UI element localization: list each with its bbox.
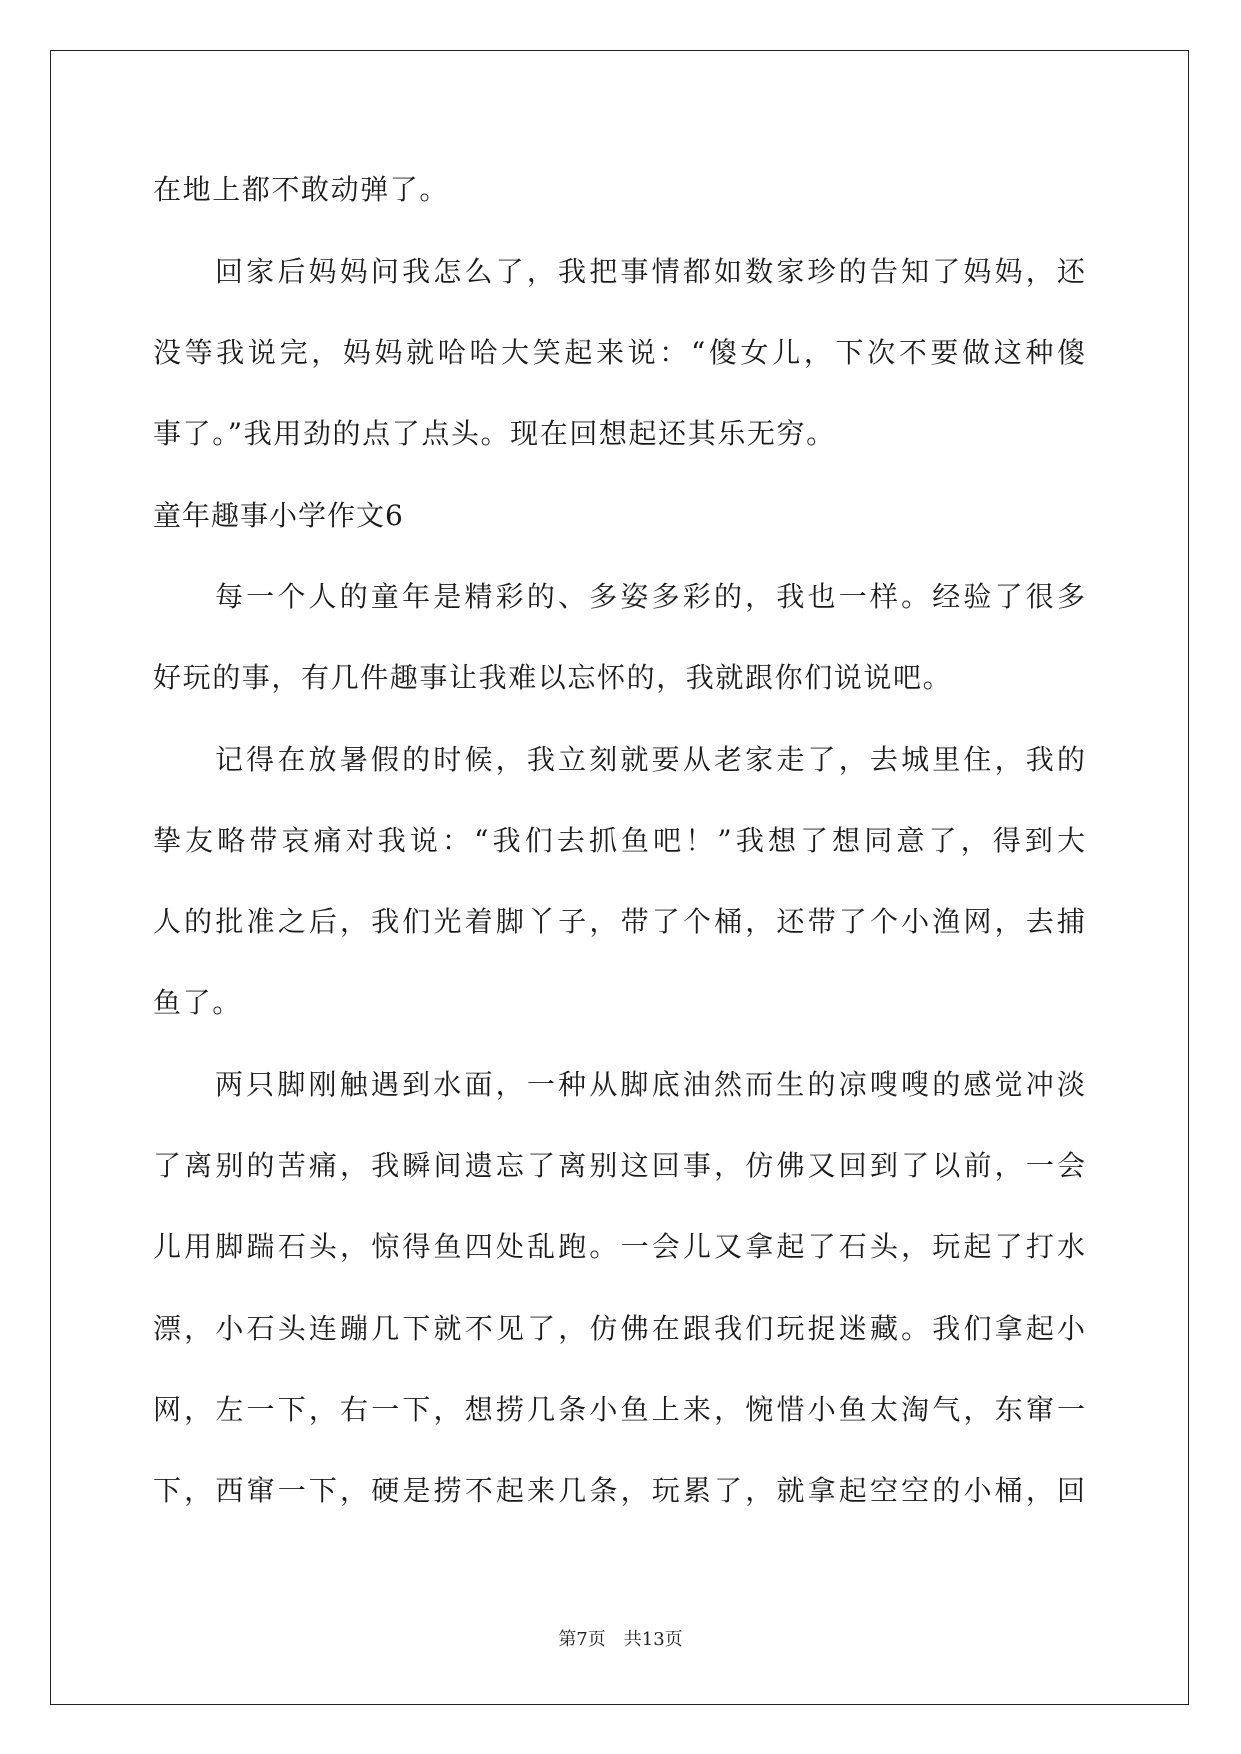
text-line: 儿用脚踹石头，惊得鱼四处乱跑。一会儿又拿起了石头，玩起了打水	[153, 1230, 1085, 1263]
section-heading: 童年趣事小学作文6	[153, 499, 404, 532]
text-line: 鱼了。	[153, 986, 242, 1019]
text-line: 没等我说完，妈妈就哈哈大笑起来说：“傻女儿，下次不要做这种傻	[153, 336, 1085, 369]
paragraph-first-line: 记得在放暑假的时候，我立刻就要从老家走了，去城里住，我的	[215, 743, 1085, 776]
paragraph-first-line: 回家后妈妈问我怎么了，我把事情都如数家珍的告知了妈妈，还	[215, 255, 1085, 288]
text-line: 挚友略带哀痛对我说：“我们去抓鱼吧！”我想了想同意了，得到大	[153, 824, 1085, 857]
text-line: 在地上都不敢动弹了。	[153, 173, 450, 206]
text-line: 事了。”我用劲的点了点头。现在回想起还其乐无穷。	[153, 417, 836, 450]
paragraph-first-line: 每一个人的童年是精彩的、多姿多彩的，我也一样。经验了很多	[215, 580, 1085, 613]
text-line: 网，左一下，右一下，想捞几条小鱼上来，惋惜小鱼太淘气，东窜一	[153, 1393, 1085, 1426]
text-line: 了离别的苦痛，我瞬间遗忘了离别这回事，仿佛又回到了以前，一会	[153, 1149, 1085, 1182]
text-line: 好玩的事，有几件趣事让我难以忘怀的，我就跟你们说说吧。	[153, 661, 953, 694]
text-line: 下，西窜一下，硬是捞不起来几条，玩累了，就拿起空空的小桶，回	[153, 1474, 1085, 1507]
paragraph-first-line: 两只脚刚触遇到水面，一种从脚底油然而生的凉嗖嗖的感觉冲淡	[215, 1068, 1085, 1101]
text-line: 漂，小石头连蹦几下就不见了，仿佛在跟我们玩捉迷藏。我们拿起小	[153, 1312, 1085, 1345]
text-line: 人的批准之后，我们光着脚丫子，带了个桶，还带了个小渔网，去捕	[153, 905, 1085, 938]
page-number-footer: 第7页 共13页	[558, 1629, 683, 1650]
page-border	[50, 50, 1189, 1705]
